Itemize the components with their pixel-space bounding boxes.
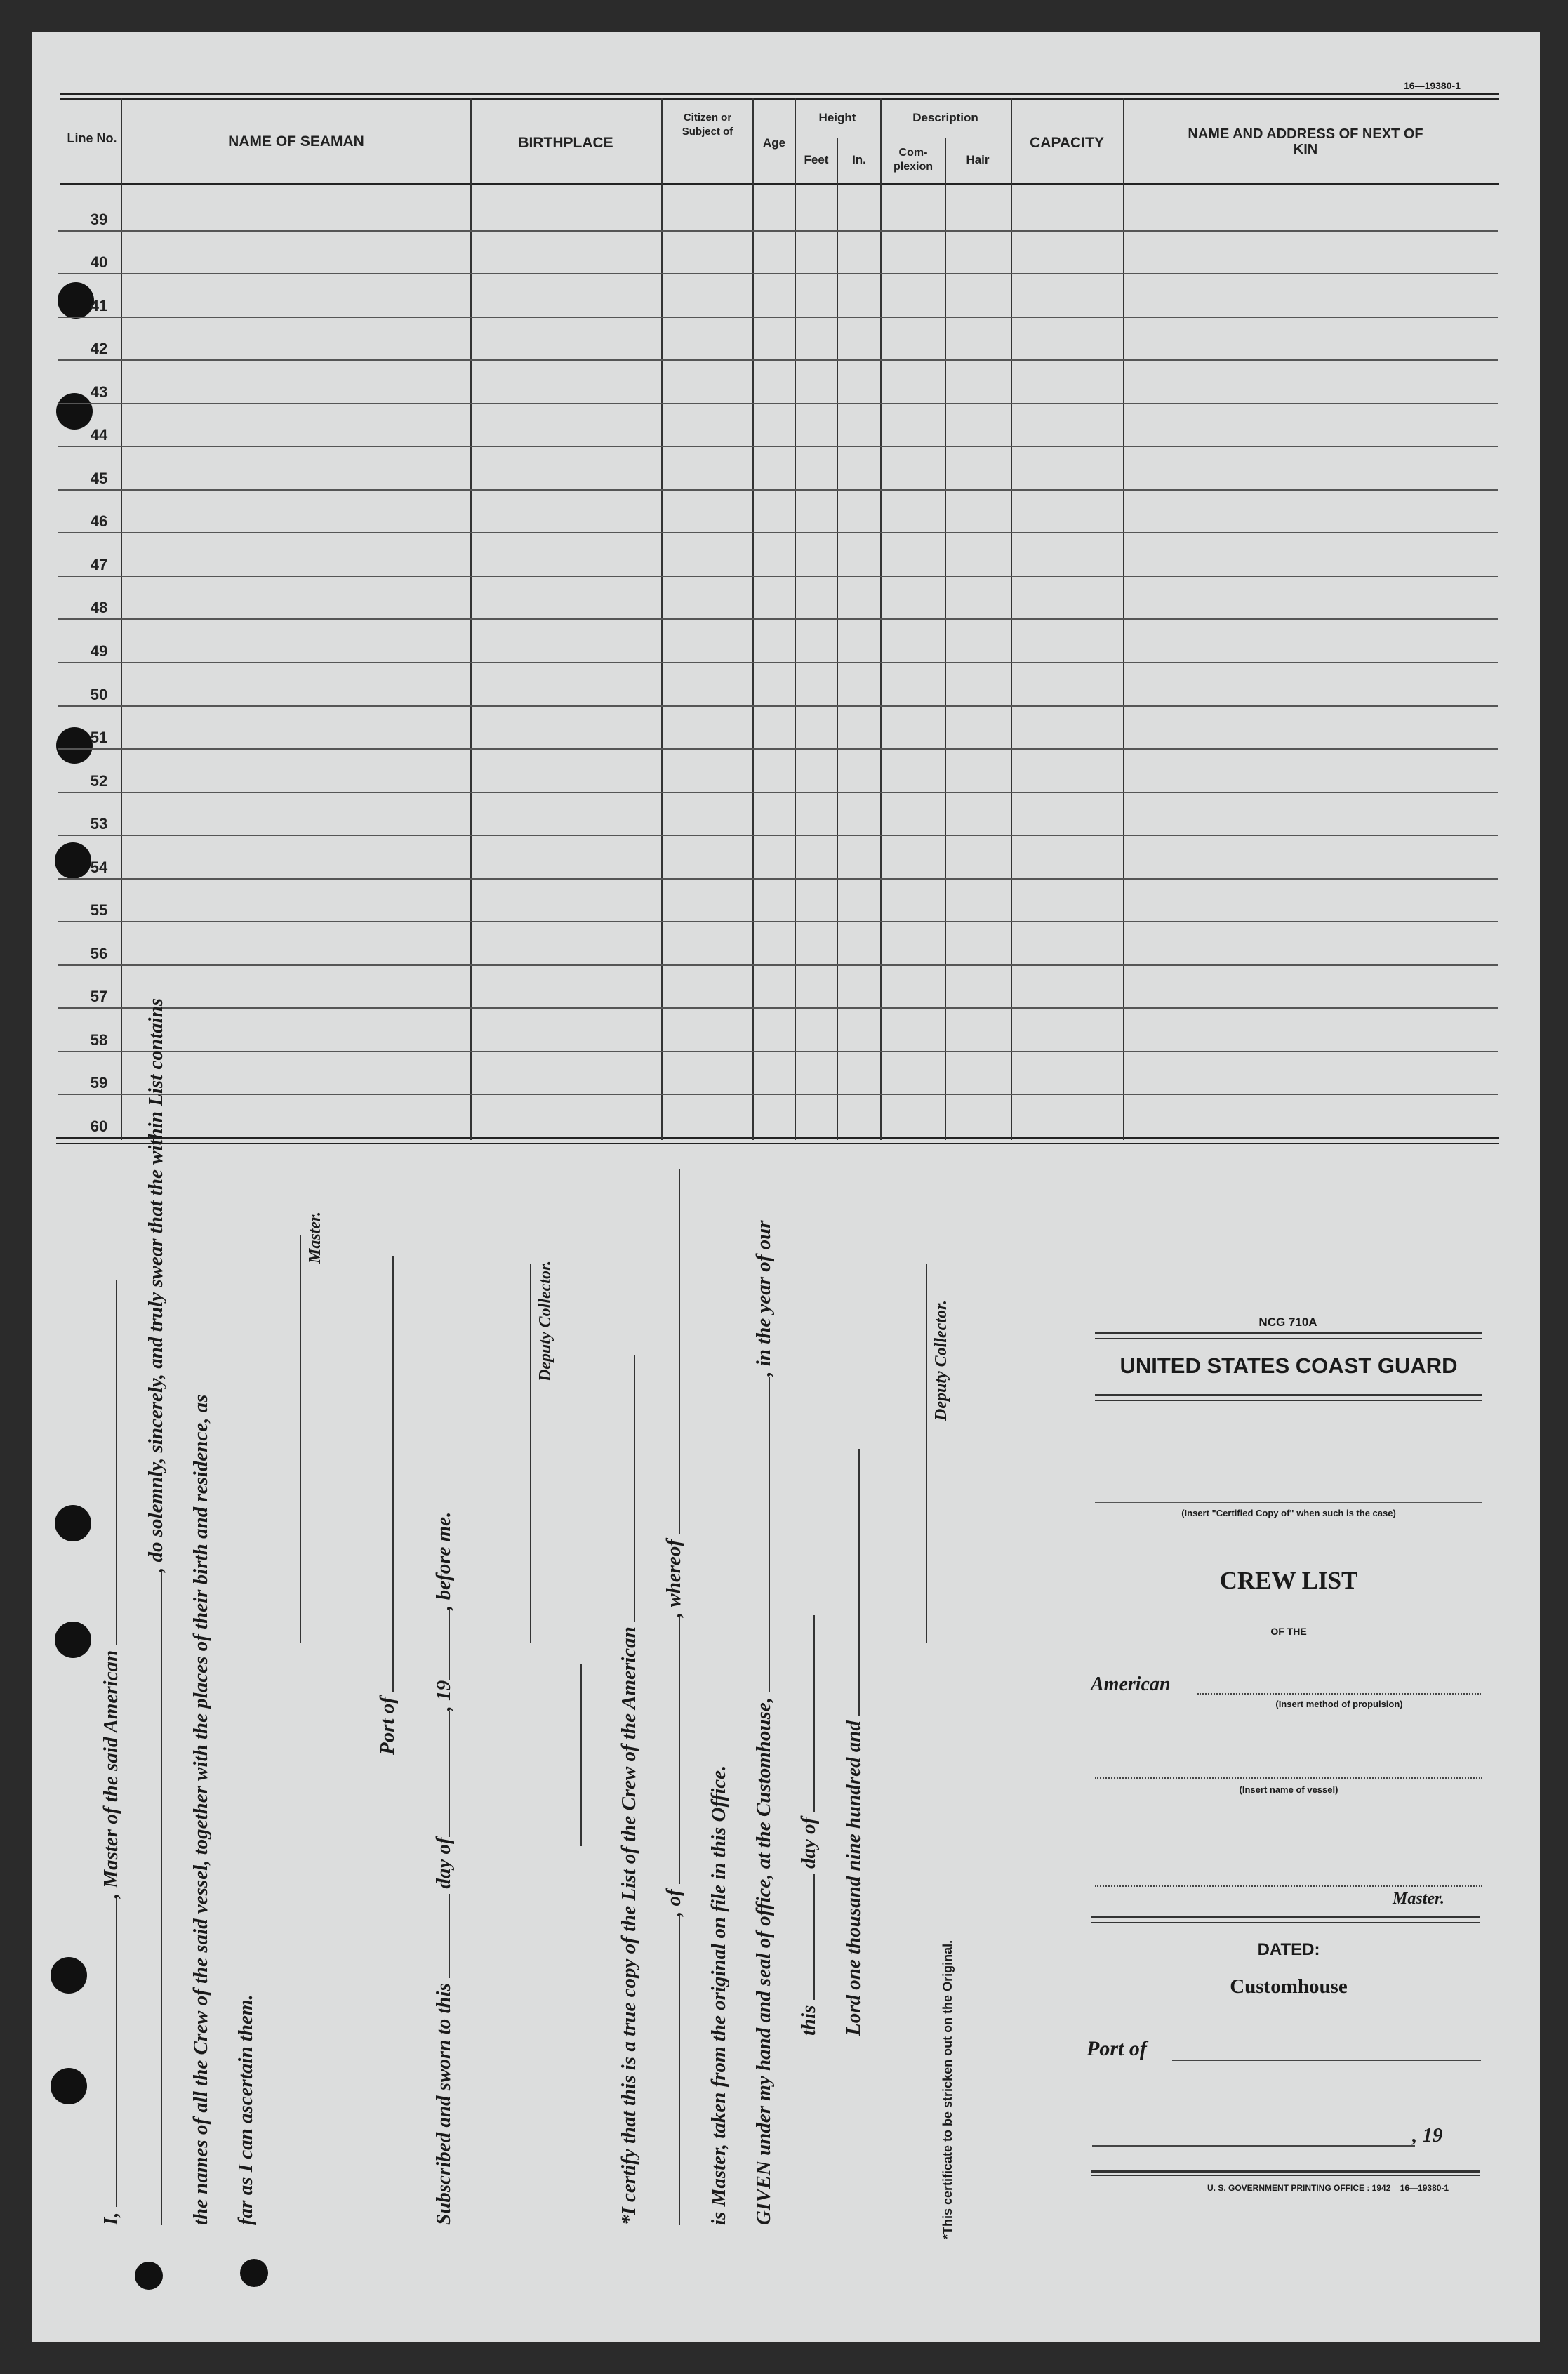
table-row: [58, 273, 1498, 274]
table-row: [58, 705, 1498, 707]
certificate-line-6: Lord one thousand nine hundred and: [842, 1449, 865, 2036]
printer-imprint: U. S. GOVERNMENT PRINTING OFFICE : 1942 16—19380-1: [1207, 2183, 1449, 2193]
port-of-line: Port of: [376, 1256, 399, 1755]
line-number: 60: [90, 1118, 108, 1135]
line-number: 47: [90, 555, 108, 573]
certificate-footnote: *This certificate to be stricken out on the Original.: [941, 1939, 955, 2239]
oath-line-1: [100, 1280, 123, 2225]
oath-line-3: the names of all the Crew of the said vessel, together with the places of their birth and residence, as: [190, 1394, 212, 2225]
table-row: [58, 792, 1498, 793]
insert-method-note: (Insert method of propulsion): [1275, 1699, 1403, 1709]
punch-hole: [55, 1505, 91, 1541]
cover-port-blank[interactable]: [1172, 2060, 1481, 2061]
table-row: [58, 359, 1498, 361]
dated-label: DATED:: [1257, 1940, 1320, 1959]
deputy-collector-signature-blank[interactable]: [514, 1264, 531, 1643]
certificate-line-2: , of , whereof: [663, 1169, 686, 2225]
header-line-no: Line No.: [67, 131, 117, 145]
american-label: American: [1091, 1673, 1171, 1695]
line-number: 52: [90, 771, 108, 790]
divider: [565, 1664, 582, 1846]
line-number: 44: [90, 426, 108, 444]
insert-certified-note: (Insert "Certified Copy of" when such is the case): [1181, 1508, 1396, 1518]
table-row: [58, 878, 1498, 880]
line-number: 56: [90, 944, 108, 962]
table-row: [58, 748, 1498, 750]
customhouse-blank[interactable]: [753, 1377, 770, 1692]
line-number: 53: [90, 815, 108, 833]
cert-deputy-collector-signature-blank[interactable]: [910, 1264, 927, 1643]
cert-year-blank[interactable]: [843, 1449, 860, 1716]
certificate-port-blank[interactable]: [663, 1617, 680, 1884]
line-number: 40: [90, 253, 108, 272]
line-number: 54: [90, 858, 108, 876]
header-age: Age: [762, 136, 786, 150]
punch-hole: [135, 2262, 163, 2290]
oath-line-1-text: , Master of the said American: [100, 1650, 122, 1899]
form-number: 16—19380-1: [1404, 80, 1461, 91]
line-number: 48: [90, 599, 108, 617]
punch-hole: [55, 1622, 91, 1658]
cover-master-label: Master.: [1393, 1890, 1445, 1908]
table-row: [58, 576, 1498, 577]
line-number: 50: [90, 685, 108, 703]
header-birthplace: BIRTHPLACE: [518, 135, 613, 151]
line-number: 58: [90, 1030, 108, 1049]
month-blank[interactable]: [433, 1711, 450, 1837]
line-number: 39: [90, 210, 108, 228]
line-number: 41: [90, 296, 108, 314]
vessel-name-blank[interactable]: [1095, 1777, 1482, 1779]
deputy-collector-label: Deputy Collector.: [536, 1261, 554, 1381]
line-number: 55: [90, 901, 108, 920]
line-number: 57: [90, 988, 108, 1006]
table-row: [58, 1007, 1498, 1009]
agency-name: UNITED STATES COAST GUARD: [1119, 1353, 1458, 1378]
table-row: [58, 446, 1498, 447]
master-name-blank[interactable]: [1095, 1885, 1482, 1887]
oath-i: I,: [100, 2212, 122, 2225]
header-description: Description: [912, 111, 978, 124]
header-next-of-kin: NAME AND ADDRESS OF NEXT OF KIN: [1188, 126, 1423, 157]
cover-year-label: , 19: [1412, 2124, 1443, 2147]
cover-date-blank[interactable]: [1092, 2145, 1415, 2147]
customhouse-label: Customhouse: [1230, 1975, 1348, 1998]
oath-vessel-blank[interactable]: [100, 1280, 117, 1645]
certificate-name-blank[interactable]: [663, 1916, 680, 2225]
header-complexion: Com-plexion: [893, 147, 933, 173]
line-number: 59: [90, 1074, 108, 1092]
certificate-line-3: is Master, taken from the original on file in this Office.: [707, 1765, 730, 2225]
table-row: [58, 835, 1498, 836]
cover-port-of-label: Port of: [1087, 2037, 1147, 2060]
table-row: [58, 1051, 1498, 1052]
header-name-of-seaman: NAME OF SEAMAN: [228, 133, 364, 150]
master-label: Master.: [306, 1211, 324, 1264]
year-blank[interactable]: [433, 1610, 450, 1680]
certified-copy-blank[interactable]: [1095, 1502, 1482, 1503]
port-of-blank[interactable]: [377, 1256, 394, 1692]
line-number: 45: [90, 469, 108, 487]
propulsion-blank[interactable]: [1197, 1693, 1481, 1695]
header-capacity: CAPACITY: [1030, 135, 1104, 151]
ncg-number: NCG 710A: [1258, 1315, 1317, 1329]
table-row: [58, 964, 1498, 966]
table-row: [58, 403, 1498, 404]
header-citizen: Citizen or Subject of: [682, 112, 733, 138]
certificate-vessel-blank[interactable]: [618, 1355, 635, 1622]
header-inches: In.: [852, 153, 866, 166]
table-row: [58, 230, 1498, 232]
table-row: [58, 618, 1498, 620]
certificate-line-1: *I certify that this is a true copy of the List of the Crew of the American: [618, 1355, 641, 2225]
table-row: [58, 317, 1498, 318]
subscribed-line: Subscribed and sworn to this day of, 19, before me.: [432, 1511, 455, 2225]
oath-line-2: , do solemnly, sincerely, and truly swear that the within List contains: [145, 998, 168, 2225]
line-number: 46: [90, 512, 108, 531]
punch-hole: [51, 2068, 87, 2104]
table-row: [58, 532, 1498, 533]
oath-master-name-blank[interactable]: [100, 1898, 117, 2207]
certificate-line-5: this day of: [797, 1615, 820, 2036]
header-feet: Feet: [804, 153, 829, 166]
line-number: 51: [90, 729, 108, 747]
punch-hole: [240, 2259, 268, 2287]
of-the: OF THE: [1270, 1626, 1307, 1637]
table-row: [58, 662, 1498, 663]
certificate-whereof-blank[interactable]: [663, 1169, 680, 1534]
oath-line-4: far as I can ascertain them.: [234, 1994, 257, 2225]
table-row: [58, 921, 1498, 922]
header-hair: Hair: [966, 153, 990, 166]
crew-list-title: CREW LIST: [1219, 1567, 1358, 1594]
line-number: 43: [90, 383, 108, 401]
header-height: Height: [818, 111, 856, 124]
oath-name-blank[interactable]: [145, 1572, 162, 2225]
day-blank[interactable]: [433, 1894, 450, 1978]
certificate-line-4: GIVEN under my hand and seal of office, at the Customhouse, , in the year of our: [752, 1220, 775, 2225]
cert-month-blank[interactable]: [798, 1615, 815, 1812]
insert-name-note: (Insert name of vessel): [1239, 1784, 1338, 1795]
master-signature-blank[interactable]: [284, 1235, 301, 1643]
table-row: [58, 489, 1498, 491]
line-number: 49: [90, 642, 108, 660]
cert-deputy-collector-label: Deputy Collector.: [932, 1300, 950, 1421]
cert-day-blank[interactable]: [798, 1874, 815, 2000]
line-number: 42: [90, 340, 108, 358]
punch-hole: [51, 1957, 87, 1994]
table-row: [58, 1094, 1498, 1095]
